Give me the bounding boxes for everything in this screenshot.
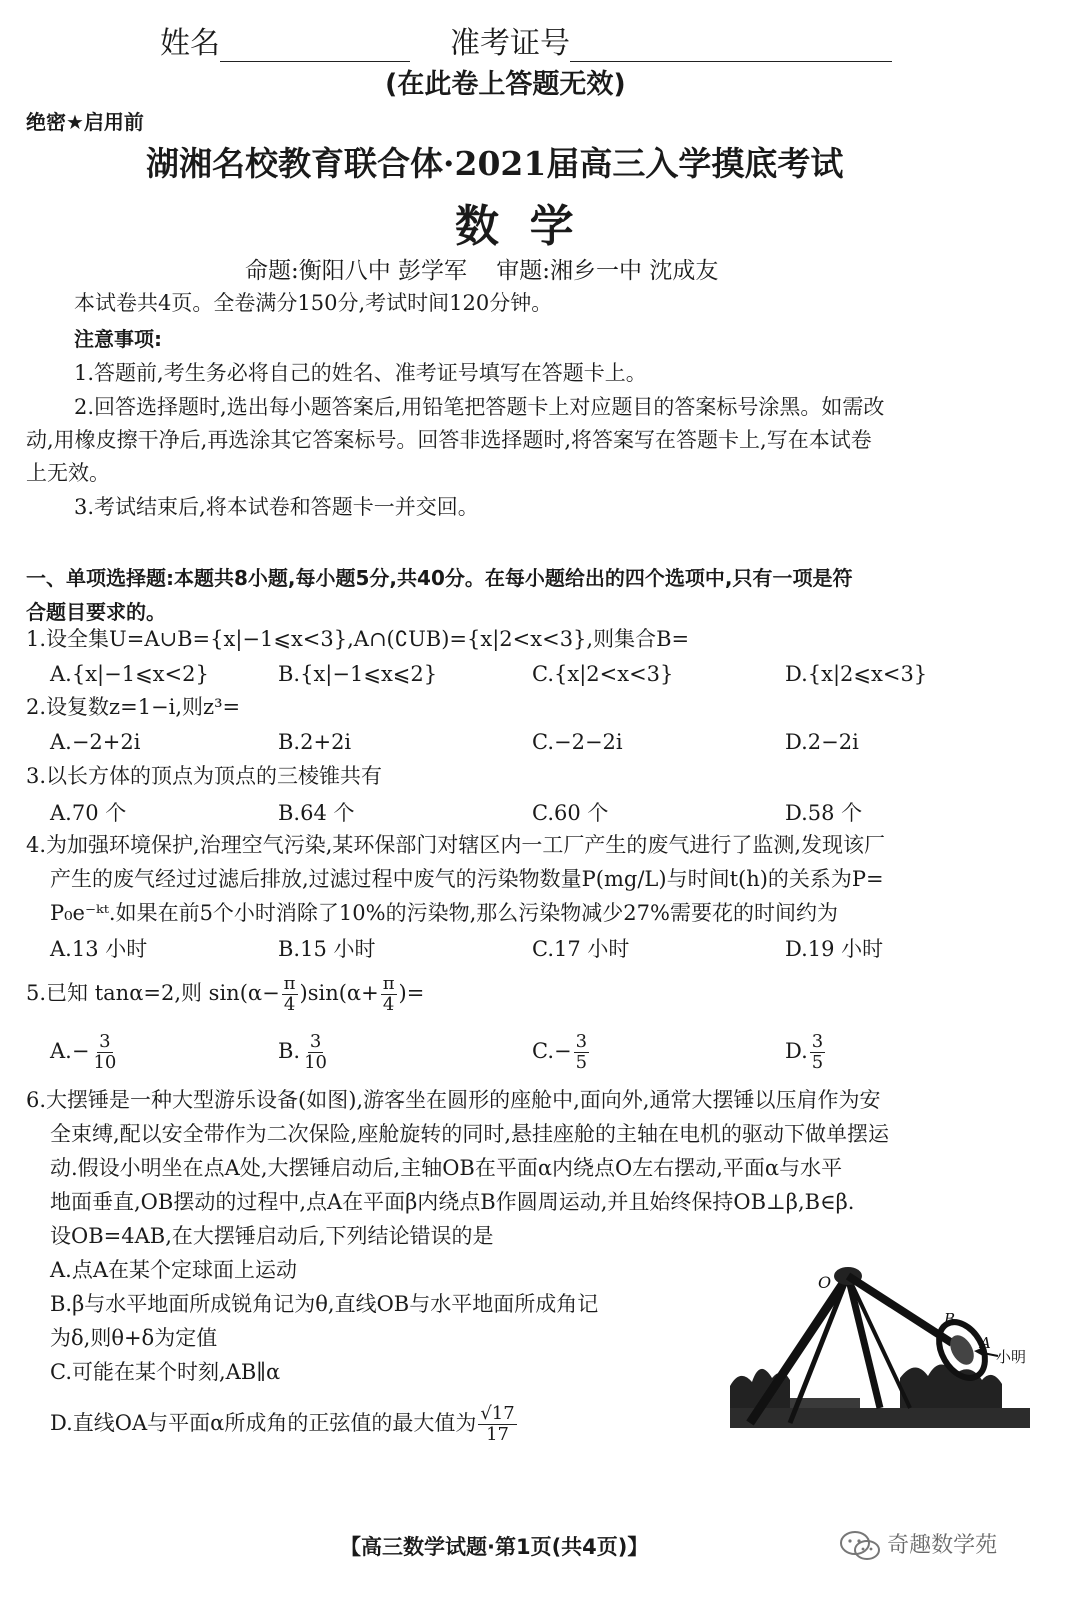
intro-line: 本试卷共4页。全卷满分150分,考试时间120分钟。 — [74, 291, 553, 315]
q5-c-prefix: C.− — [532, 1039, 572, 1063]
q6-line1: 6.大摆锤是一种大型游乐设备(如图),游客坐在圆形的座舱中,面向外,通常大摆锤以压肩作为安 — [26, 1088, 881, 1112]
q5-fraction-2 — [381, 974, 397, 1015]
q6-option-a: A.点A在某个定球面上运动 — [50, 1258, 298, 1282]
q4-line3: P₀e⁻ᵏᵗ.如果在前5个小时消除了10%的污染物,那么污染物减少27%需要花的时间约为 — [50, 901, 838, 925]
q5-stem-post: )= — [398, 981, 425, 1005]
q3-option-d: D.58 个 — [785, 801, 863, 825]
id-field — [450, 18, 892, 62]
ground — [730, 1408, 1030, 1428]
q5-option-a — [50, 1028, 120, 1074]
figure-label-a: A — [980, 1334, 991, 1352]
q4-option-d: D.19 小时 — [785, 937, 884, 961]
name-blank — [220, 30, 410, 62]
q1-stem: 1.设全集U=A∪B={x|−1⩽x<3},A∩(∁UB)={x|2<x<3},则集合B= — [26, 627, 690, 651]
q2-option-d: D.2−2i — [785, 730, 859, 754]
q5-b-num: 3 — [309, 1031, 322, 1052]
notice-title: 注意事项: — [74, 327, 162, 351]
section-header-line2: 合题目要求的。 — [26, 600, 166, 624]
q1-option-a: A.{x|−1⩽x<2} — [50, 662, 209, 686]
q3-stem: 3.以长方体的顶点为顶点的三棱锥共有 — [26, 764, 383, 788]
q6-line2: 全束缚,配以安全带作为二次保险,座舱旋转的同时,悬挂座舱的主轴在电机的驱动下做单摆运 — [50, 1122, 890, 1146]
id-blank — [570, 30, 892, 62]
q5-fraction-1 — [282, 974, 298, 1015]
q5-a-den: 10 — [93, 1052, 117, 1073]
q5-d-den: 5 — [811, 1052, 824, 1073]
q2-stem: 2.设复数z=1−i,则z³= — [26, 695, 241, 719]
q6-line4: 地面垂直,OB摆动的过程中,点A在平面β内绕点B作圆周运动,并且始终保持OB⊥β,B∈β. — [50, 1190, 855, 1214]
q5-frac2-den: 4 — [382, 994, 395, 1015]
q5-d-num: 3 — [811, 1031, 824, 1052]
q6-d-fraction — [478, 1404, 516, 1445]
q5-stem-mid: )sin(α+ — [299, 981, 379, 1005]
watermark-text: 奇趣数学苑 — [887, 1533, 998, 1558]
subject-title: 数 学 — [455, 201, 574, 252]
name-label: 姓名 — [160, 26, 220, 61]
q5-option-c — [532, 1028, 591, 1074]
q5-stem — [26, 970, 424, 1016]
q5-stem-pre: 5.已知 tanα=2,则 sin(α− — [26, 981, 280, 1005]
q5-frac1-den: 4 — [283, 994, 296, 1015]
q6-d-text: D.直线OA与平面α所成角的正弦值的最大值为 — [50, 1411, 477, 1435]
q6-option-b-line1: B.β与水平地面所成锐角记为θ,直线OB与水平地面所成角记 — [50, 1292, 599, 1316]
q6-d-num: √17 — [480, 1403, 515, 1424]
q3-option-c: C.60 个 — [532, 801, 609, 825]
q6-option-b-line2: 为δ,则θ+δ为定值 — [50, 1326, 218, 1350]
q5-a-num: 3 — [99, 1031, 111, 1052]
id-label: 准考证号 — [450, 26, 570, 61]
q5-d-fraction — [810, 1032, 825, 1073]
secret-label: 绝密★启用前 — [26, 110, 144, 134]
q5-option-d — [785, 1028, 827, 1074]
q5-a-fraction — [91, 1032, 118, 1073]
q3-option-b: B.64 个 — [278, 801, 355, 825]
q2-option-a: A.−2+2i — [50, 730, 141, 754]
q5-b-fraction — [302, 1032, 329, 1073]
exam-title: 湖湘名校教育联合体·2021届高三入学摸底考试 — [146, 144, 844, 183]
watermark — [838, 1526, 997, 1563]
notice-item-2a: 2.回答选择题时,选出每小题答案后,用铅笔把答题卡上对应题目的答案标号涂黑。如需改 — [74, 395, 885, 419]
q5-c-den: 5 — [575, 1052, 588, 1073]
q5-c-num: 3 — [575, 1031, 588, 1052]
q2-option-b: B.2+2i — [278, 730, 352, 754]
authors-line: 命题:衡阳八中 彭学军 审题:湘乡一中 沈成友 — [245, 258, 719, 284]
q5-d-prefix: D. — [785, 1039, 808, 1063]
q5-b-den: 10 — [304, 1052, 328, 1073]
figure-label-b: B — [944, 1310, 956, 1328]
notice-item-2b: 动,用橡皮擦干净后,再选涂其它答案标号。回答非选择题时,将答案写在答题卡上,写在本试卷 — [26, 428, 872, 452]
q6-option-d — [50, 1398, 519, 1448]
q1-option-d: D.{x|2⩽x<3} — [785, 662, 928, 686]
pendulum-ride-figure — [730, 1258, 1030, 1428]
name-field — [160, 18, 410, 62]
q1-option-c: C.{x|2<x<3} — [532, 662, 674, 686]
q6-line5: 设OB=4AB,在大摆锤启动后,下列结论错误的是 — [50, 1224, 494, 1248]
q4-option-a: A.13 小时 — [50, 937, 148, 961]
q5-a-prefix: A.− — [50, 1039, 90, 1063]
q1-option-b: B.{x|−1⩽x⩽2} — [278, 662, 438, 686]
notice-item-2c: 上无效。 — [26, 461, 110, 485]
section-header-line1: 一、单项选择题:本题共8小题,每小题5分,共40分。在每小题给出的四个选项中,只有一项是符 — [26, 566, 853, 590]
invalid-note: (在此卷上答题无效) — [385, 69, 626, 100]
q5-frac1-num: π — [283, 973, 296, 994]
q5-b-prefix: B. — [278, 1039, 301, 1063]
figure-label-person: 小明 — [996, 1348, 1027, 1366]
figure-label-o: O — [818, 1273, 832, 1292]
q6-d-den: 17 — [486, 1424, 509, 1445]
page-footer: 【高三数学试题·第1页(共4页)】 — [340, 1535, 649, 1559]
q4-option-c: C.17 小时 — [532, 937, 630, 961]
q4-line1: 4.为加强环境保护,治理空气污染,某环保部门对辖区内一工厂产生的废气进行了监测,发现该厂 — [26, 833, 886, 857]
q6-option-c: C.可能在某个时刻,AB∥α — [50, 1360, 281, 1384]
q2-option-c: C.−2−2i — [532, 730, 623, 754]
notice-item-1: 1.答题前,考生务必将自己的姓名、准考证号填写在答题卡上。 — [74, 361, 647, 385]
q6-line3: 动.假设小明坐在点A处,大摆锤启动后,主轴OB在平面α内绕点O左右摆动,平面α与水平 — [50, 1156, 843, 1180]
q4-line2: 产生的废气经过过滤后排放,过滤过程中废气的污染物数量P(mg/L)与时间t(h)的关系为P= — [50, 867, 884, 891]
q5-frac2-num: π — [382, 973, 395, 994]
q3-option-a: A.70 个 — [50, 801, 127, 825]
q5-option-b — [278, 1028, 331, 1074]
wechat-icon — [838, 1529, 882, 1563]
q4-option-b: B.15 小时 — [278, 937, 376, 961]
notice-item-3: 3.考试结束后,将本试卷和答题卡一并交回。 — [74, 495, 479, 519]
q5-c-fraction — [574, 1032, 589, 1073]
